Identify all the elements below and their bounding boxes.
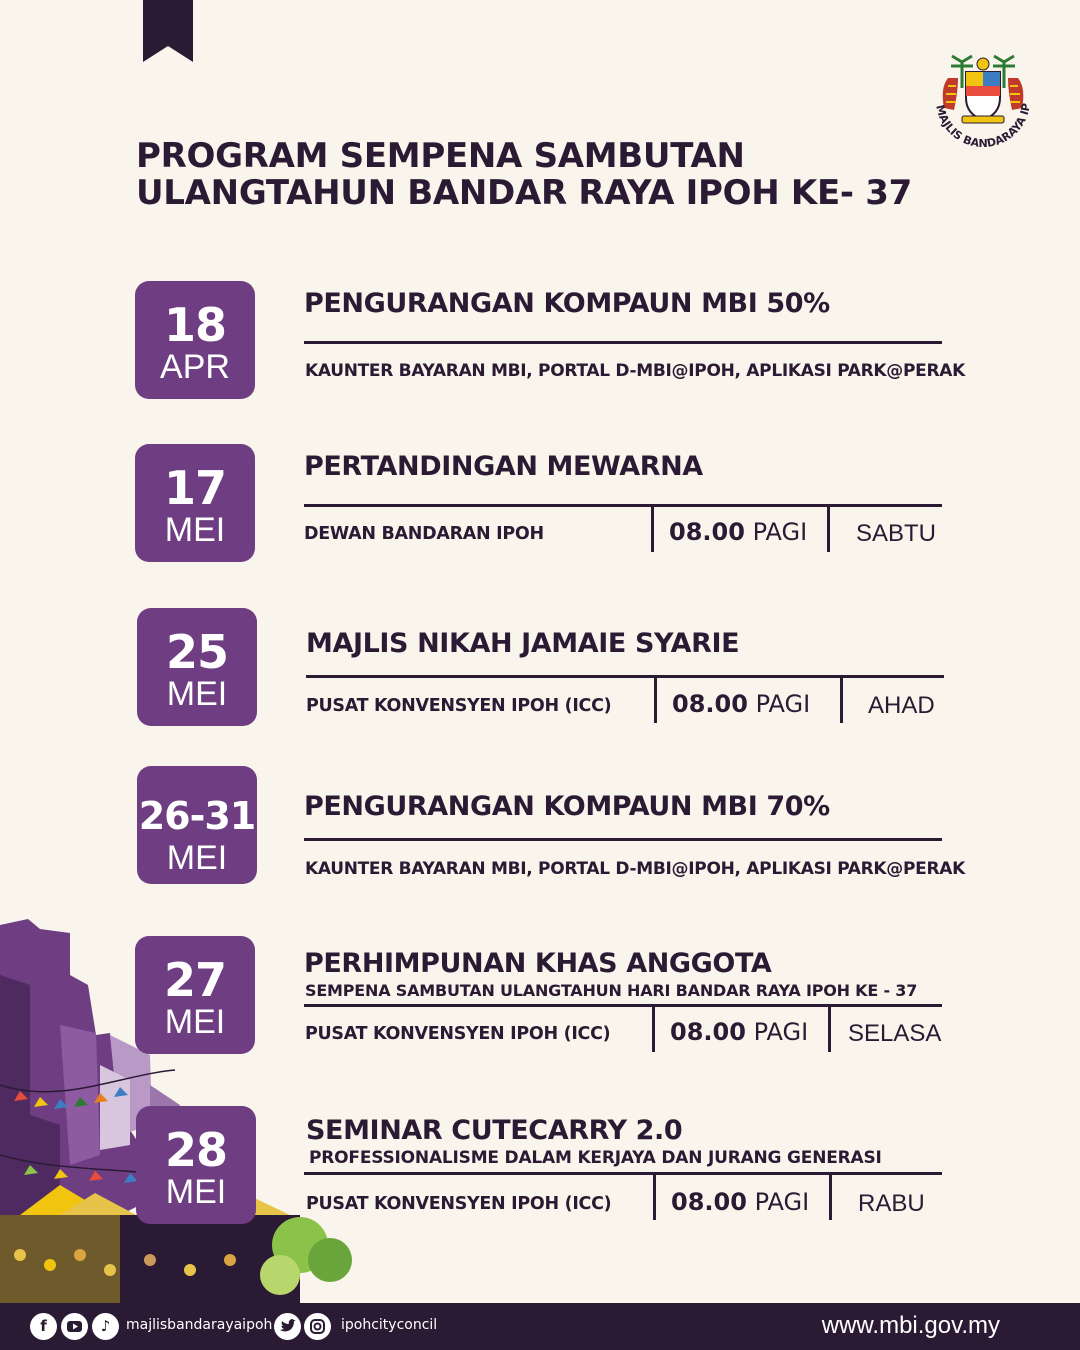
- date-day: 27: [163, 953, 226, 1007]
- event-subtitle: SEMPENA SAMBUTAN ULANGTAHUN HARI BANDAR RAYA IPOH KE - 37: [305, 981, 918, 1000]
- date-badge: [136, 1106, 256, 1224]
- event-venue: KAUNTER BAYARAN MBI, PORTAL D-MBI@IPOH, APLIKASI PARK@PERAK: [305, 361, 966, 381]
- event-item: [0, 766, 1080, 886]
- event-item: [0, 1106, 1080, 1226]
- date-badge: [137, 766, 257, 884]
- date-badge: [135, 444, 255, 562]
- event-time: [671, 1188, 809, 1216]
- date-month: MEI: [164, 511, 226, 549]
- divider: [829, 1174, 832, 1220]
- date-day: 26-31: [138, 794, 256, 838]
- bookmark-ribbon: [143, 0, 193, 62]
- divider: [652, 1006, 655, 1052]
- event-venue: KAUNTER BAYARAN MBI, PORTAL D-MBI@IPOH, APLIKASI PARK@PERAK: [305, 859, 966, 879]
- title-line-1: PROGRAM SEMPENA SAMBUTAN: [136, 136, 745, 176]
- date-day: 25: [165, 625, 228, 679]
- date-badge: [137, 608, 257, 726]
- divider: [304, 341, 942, 344]
- coat-of-arms-icon: [926, 48, 1040, 148]
- event-weekday: SELASA: [848, 1020, 942, 1047]
- title-line-2: ULANGTAHUN BANDAR RAYA IPOH KE- 37: [136, 173, 912, 213]
- date-day: 18: [163, 298, 226, 352]
- event-title: PERHIMPUNAN KHAS ANGGOTA: [304, 948, 772, 979]
- footer-bar: [0, 1303, 1080, 1350]
- time-value: 08.00: [669, 518, 745, 546]
- event-venue: PUSAT KONVENSYEN IPOH (ICC): [305, 1024, 611, 1044]
- date-month: MEI: [166, 675, 228, 713]
- divider: [827, 506, 830, 552]
- event-title: PENGURANGAN KOMPAUN MBI 70%: [304, 791, 830, 822]
- event-item: [0, 608, 1080, 728]
- divider: [840, 677, 843, 723]
- event-venue: PUSAT KONVENSYEN IPOH (ICC): [306, 696, 612, 716]
- time-value: 08.00: [672, 690, 748, 718]
- event-subtitle: PROFESSIONALISME DALAM KERJAYA DAN JURANG GENERASI: [309, 1148, 882, 1168]
- date-month: MEI: [166, 839, 228, 877]
- social-handle[interactable]: ipohcityconcil: [341, 1317, 438, 1333]
- time-value: 08.00: [671, 1188, 747, 1216]
- time-period: PAGI: [754, 1188, 810, 1216]
- time-value: 08.00: [670, 1018, 746, 1046]
- event-weekday: RABU: [858, 1190, 925, 1217]
- divider: [304, 838, 942, 841]
- logo-text: MAJLIS BANDARAYA IP: [933, 102, 1033, 148]
- youtube-icon[interactable]: [61, 1313, 88, 1340]
- divider: [653, 1174, 656, 1220]
- divider: [304, 504, 942, 507]
- event-item: [0, 281, 1080, 401]
- event-time: [670, 1018, 808, 1046]
- social-handle[interactable]: majlisbandarayaipoh: [126, 1317, 273, 1333]
- event-item: [0, 444, 1080, 564]
- mbi-logo: [926, 48, 1040, 148]
- date-month: APR: [160, 348, 230, 386]
- date-month: MEI: [164, 1003, 226, 1041]
- event-time: [669, 518, 807, 546]
- event-venue: DEWAN BANDARAN IPOH: [304, 524, 544, 544]
- twitter-icon[interactable]: [274, 1313, 301, 1340]
- time-period: PAGI: [755, 690, 811, 718]
- event-weekday: SABTU: [856, 520, 937, 547]
- event-time: [672, 690, 810, 718]
- event-item: [0, 936, 1080, 1056]
- time-period: PAGI: [753, 1018, 809, 1046]
- divider: [651, 506, 654, 552]
- divider: [304, 1004, 942, 1007]
- facebook-icon[interactable]: f: [30, 1313, 57, 1340]
- date-day: 28: [164, 1123, 227, 1177]
- event-title: MAJLIS NIKAH JAMAIE SYARIE: [306, 628, 740, 659]
- divider: [304, 1172, 942, 1175]
- event-title: SEMINAR CUTECARRY 2.0: [306, 1115, 683, 1146]
- divider: [306, 675, 944, 678]
- website-link[interactable]: www.mbi.gov.my: [821, 1312, 1000, 1339]
- divider: [828, 1006, 831, 1052]
- event-title: PERTANDINGAN MEWARNA: [304, 451, 703, 482]
- event-title: PENGURANGAN KOMPAUN MBI 50%: [304, 288, 830, 319]
- event-weekday: AHAD: [868, 692, 935, 719]
- divider: [654, 677, 657, 723]
- event-venue: PUSAT KONVENSYEN IPOH (ICC): [306, 1194, 612, 1214]
- instagram-icon[interactable]: [304, 1313, 331, 1340]
- tiktok-icon[interactable]: ♪: [92, 1313, 119, 1340]
- date-month: MEI: [165, 1173, 227, 1211]
- date-day: 17: [163, 461, 226, 515]
- date-badge: [135, 936, 255, 1054]
- time-period: PAGI: [752, 518, 808, 546]
- date-badge: [135, 281, 255, 399]
- page-title: [136, 138, 912, 212]
